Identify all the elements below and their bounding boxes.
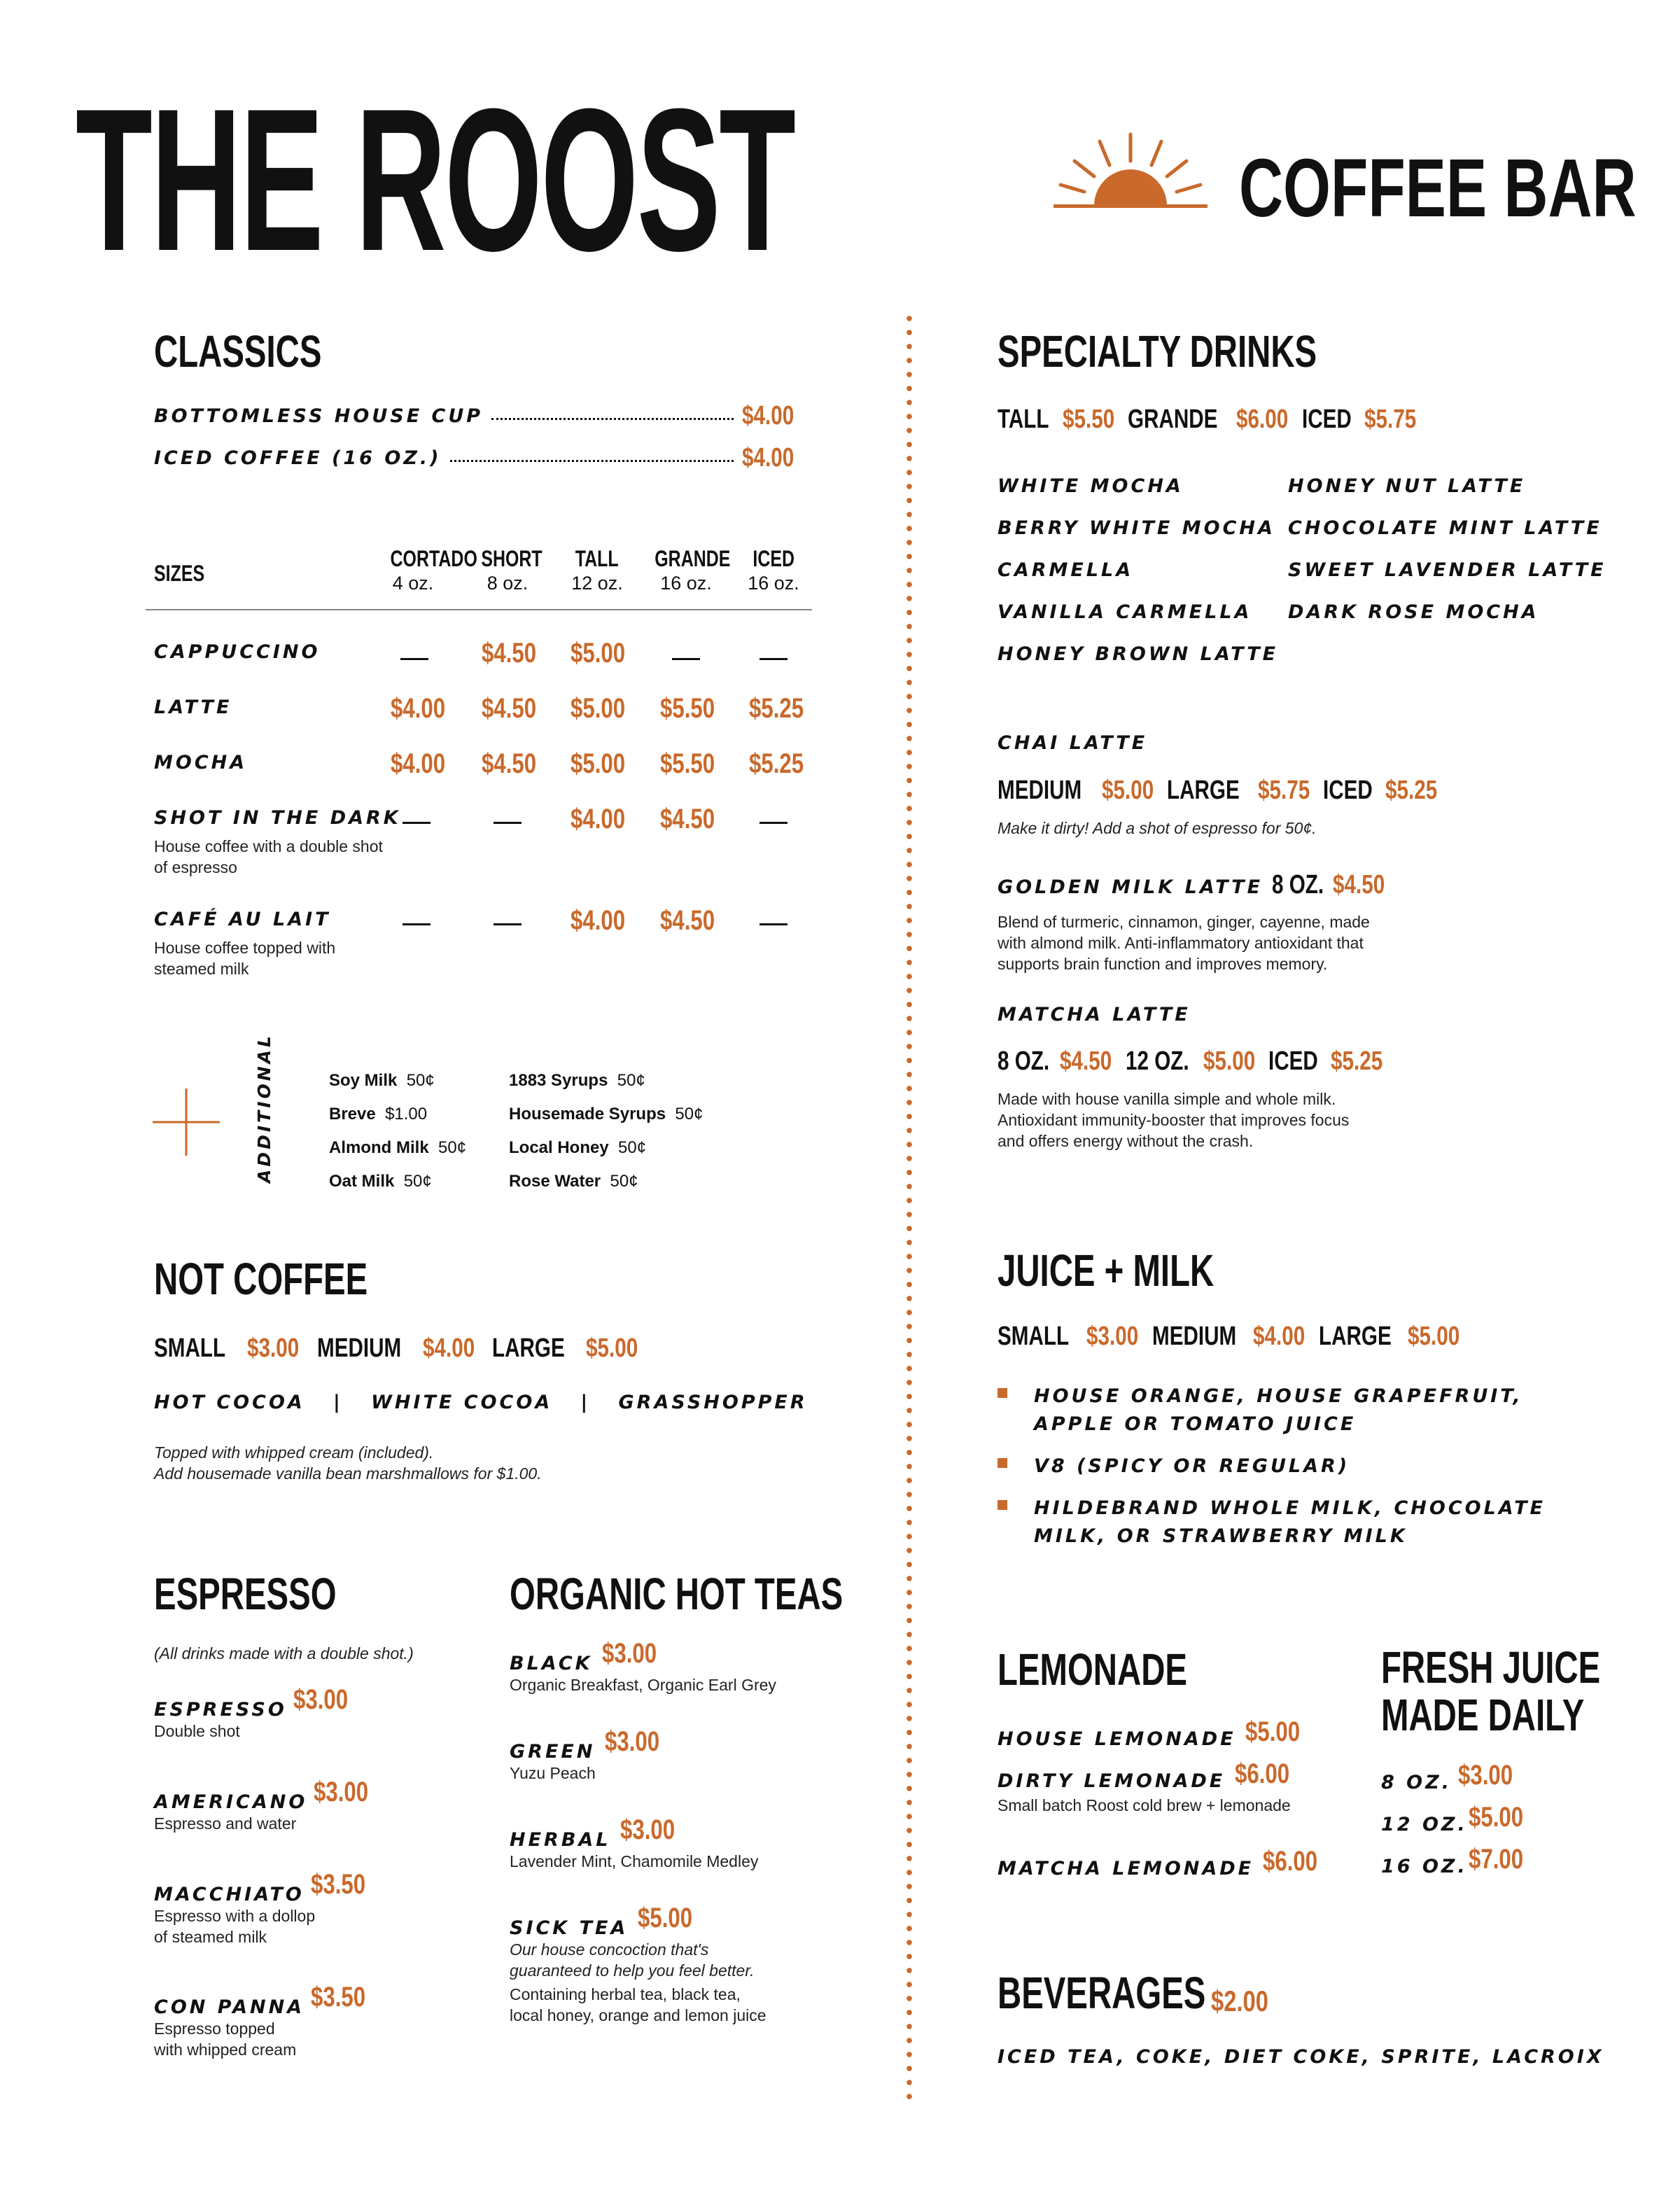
teas-title: ORGANIC HOT TEAS — [510, 1569, 844, 1619]
not-coffee-note: Topped with whipped cream (included). Add housemade vanilla bean marshmallows for $1.00. — [154, 1443, 542, 1483]
beverages-items: ICED TEA, COKE, DIET COKE, SPRITE, LACROIX — [997, 2046, 1604, 2068]
list-item: V8 (SPICY OR REGULAR) — [997, 1452, 1546, 1480]
matcha-latte-name: MATCHA LATTE — [997, 1004, 1191, 1026]
list-item: HILDEBRAND WHOLE MILK, CHOCOLATE MILK, OR STRAWBERRY MILK — [997, 1494, 1546, 1550]
chai-name: CHAI LATTE — [997, 732, 1148, 754]
item-name: BOTTOMLESS HOUSE CUP — [154, 405, 484, 427]
table-price: $5.00 — [570, 638, 626, 668]
plus-icon — [153, 1088, 220, 1156]
bullet-square-icon — [997, 1388, 1007, 1398]
size-column-header — [562, 547, 632, 594]
specialty-item: HONEY BROWN LATTE — [997, 643, 1279, 665]
espresso-title: ESPRESSO — [154, 1569, 337, 1619]
bullet-square-icon — [997, 1458, 1007, 1468]
specialty-item: CHOCOLATE MINT LATTE — [1288, 517, 1602, 539]
addon-item: Oat Milk 50¢ — [329, 1172, 432, 1191]
lemonade-item: HOUSE LEMONADE $5.00 — [997, 1716, 1301, 1750]
size-name: GRANDE — [654, 546, 731, 571]
unavailable-dash — [493, 822, 522, 824]
unavailable-dash — [672, 658, 700, 660]
chai-sizes: MEDIUM $5.00 LARGE $5.75 ICED $5.25 — [997, 776, 1438, 805]
specialty-item: BERRY WHITE MOCHA — [997, 517, 1275, 539]
addon-item: Breve $1.00 — [329, 1105, 428, 1124]
specialty-item: DARK ROSE MOCHA — [1288, 601, 1539, 623]
size-oz: 4 oz. — [392, 573, 434, 594]
size-name: ICED — [752, 546, 794, 571]
beverages-price: $2.00 — [1211, 1984, 1268, 2017]
size-name: TALL — [575, 546, 619, 571]
classics-item — [154, 444, 798, 471]
fresh-juice-item: 12 OZ.$5.00 — [1381, 1802, 1524, 1835]
drink-name: MOCHA — [154, 752, 248, 774]
table-price: $4.00 — [570, 905, 626, 936]
drink-name: LATTE — [154, 696, 232, 718]
matcha-description: Made with house vanilla simple and whole milk. Antioxidant immunity-booster that improves focus and offers energy without the crash. — [997, 1090, 1350, 1150]
drink-name: CAFÉ AU LAIT — [154, 909, 331, 930]
not-coffee-items: HOT COCOA | WHITE COCOA | GRASSHOPPER — [154, 1392, 808, 1413]
addon-item: Almond Milk 50¢ — [329, 1138, 467, 1157]
table-row — [154, 807, 401, 878]
table-row — [154, 698, 232, 717]
specialty-item: SWEET LAVENDER LATTE — [1288, 559, 1606, 581]
juice-milk-title: JUICE + MILK — [997, 1245, 1214, 1296]
not-coffee-sizes: SMALL $3.00 MEDIUM $4.00 LARGE $5.00 — [154, 1334, 638, 1363]
table-price: $4.50 — [482, 748, 537, 779]
classics-item — [154, 402, 798, 429]
tea-item: BLACK $3.00 Organic Breakfast, Organic Earl Grey — [510, 1638, 776, 1694]
fresh-juice-item: 8 OZ. $3.00 — [1381, 1760, 1513, 1793]
chai-note: Make it dirty! Add a shot of espresso for 50¢. — [997, 819, 1317, 837]
addon-item: Local Honey 50¢ — [509, 1138, 647, 1157]
table-price: $4.00 — [570, 804, 626, 834]
beverages-title: BEVERAGES — [997, 1968, 1206, 2018]
table-price: $4.00 — [391, 748, 446, 779]
drink-name: CAPPUCCINO — [154, 641, 321, 663]
additional-col-2 — [509, 1064, 703, 1198]
table-row — [154, 910, 385, 979]
size-oz: 16 oz. — [748, 573, 799, 594]
table-price: $4.50 — [660, 905, 715, 936]
table-price: $4.00 — [391, 693, 446, 724]
not-coffee-title: NOT COFFEE — [154, 1254, 368, 1304]
specialty-col-1 — [997, 465, 1278, 676]
size-column-header — [738, 547, 808, 594]
specialty-item: VANILLA CARMELLA — [997, 601, 1252, 623]
classics-title: CLASSICS — [154, 326, 322, 377]
drink-description: House coffee with a double shot of espresso — [154, 837, 383, 876]
matcha-sizes: 8 OZ. $4.50 12 OZ. $5.00 ICED $5.25 — [997, 1046, 1383, 1076]
dot-leader — [450, 460, 734, 462]
table-header-rule — [146, 609, 812, 610]
list-item: HOUSE ORANGE, HOUSE GRAPEFRUIT, APPLE OR TOMATO JUICE — [997, 1382, 1546, 1438]
addon-item: Soy Milk 50¢ — [329, 1071, 435, 1090]
fresh-juice-item: 16 OZ.$7.00 — [1381, 1844, 1524, 1877]
unavailable-dash — [760, 923, 788, 925]
unavailable-dash — [760, 658, 788, 660]
addon-item: Rose Water 50¢ — [509, 1172, 638, 1191]
specialty-sizes: TALL $5.50 GRANDE $6.00 ICED $5.75 — [997, 405, 1417, 434]
sun-rising-icon — [1054, 132, 1208, 216]
specialty-col-2 — [1288, 465, 1606, 634]
lemonade-item: DIRTY LEMONADE $6.00 Small batch Roost cold brew + lemonade — [997, 1758, 1291, 1814]
espresso-item: ESPRESSO $3.00 Double shot — [154, 1684, 348, 1740]
size-column-header — [378, 546, 477, 594]
tea-item: GREEN $3.00 Yuzu Peach — [510, 1726, 659, 1782]
item-price: $4.00 — [742, 401, 794, 430]
size-column-header — [472, 547, 542, 594]
golden-milk-latte: GOLDEN MILK LATTE 8 OZ. $4.50 — [997, 870, 1385, 899]
table-row — [154, 643, 320, 662]
specialty-item: CARMELLA — [997, 559, 1134, 581]
espresso-note: (All drinks made with a double shot.) — [154, 1644, 414, 1662]
size-oz: 16 oz. — [660, 573, 712, 594]
table-price: $5.00 — [570, 748, 626, 779]
tea-item: SICK TEA $5.00 Our house concoction that's guaranteed to help you feel better. Containing herbal tea, black tea, local honey, orange and lemon juice — [510, 1903, 766, 2024]
tea-item: HERBAL $3.00 Lavender Mint, Chamomile Medley — [510, 1814, 759, 1870]
item-price: $4.00 — [742, 443, 794, 472]
size-oz: 12 oz. — [571, 573, 623, 594]
subtitle-coffee-bar: COFFEE BAR — [1239, 142, 1637, 234]
specialty-title: SPECIALTY DRINKS — [997, 326, 1317, 377]
drink-name: SHOT IN THE DARK — [154, 807, 401, 829]
table-price: $4.50 — [660, 804, 715, 834]
specialty-item: WHITE MOCHA — [997, 475, 1184, 497]
unavailable-dash — [493, 923, 522, 925]
bullet-square-icon — [997, 1500, 1007, 1510]
size-name: SHORT — [481, 546, 542, 571]
table-row — [154, 753, 247, 772]
table-price: $5.25 — [749, 748, 804, 779]
dot-leader — [491, 418, 734, 420]
espresso-item: MACCHIATO $3.50 Espresso with a dollop of steamed milk — [154, 1869, 365, 1946]
juice-milk-list — [997, 1382, 1546, 1550]
lemonade-item: MATCHA LEMONADE $6.00 — [997, 1846, 1318, 1879]
table-price: $5.00 — [570, 693, 626, 724]
lemonade-title: LEMONADE — [997, 1644, 1188, 1695]
table-price: $4.50 — [482, 638, 537, 668]
table-price: $5.25 — [749, 693, 804, 724]
fresh-juice-title: FRESH JUICE MADE DAILY — [1381, 1642, 1601, 1740]
table-price: $5.50 — [660, 748, 715, 779]
specialty-item: HONEY NUT LATTE — [1288, 475, 1526, 497]
juice-milk-sizes: SMALL $3.00 MEDIUM $4.00 LARGE $5.00 — [997, 1322, 1460, 1351]
addon-item: 1883 Syrups 50¢ — [509, 1071, 645, 1090]
additional-col-1 — [329, 1064, 466, 1198]
unavailable-dash — [402, 923, 430, 925]
addon-item: Housemade Syrups 50¢ — [509, 1105, 704, 1124]
unavailable-dash — [760, 822, 788, 824]
brand-title: THE ROOST — [76, 66, 794, 293]
additional-label: ADDITIONAL — [254, 1033, 274, 1183]
size-oz: 8 oz. — [486, 573, 528, 594]
size-name: CORTADO — [390, 546, 477, 571]
size-column-header — [644, 546, 731, 594]
drink-description: House coffee topped with steamed milk — [154, 939, 336, 978]
sizes-label: SIZES — [154, 561, 205, 586]
unavailable-dash — [400, 658, 428, 660]
table-price: $5.50 — [660, 693, 715, 724]
espresso-item: AMERICANO $3.00 Espresso and water — [154, 1777, 369, 1833]
golden-milk-description: Blend of turmeric, cinnamon, ginger, cayenne, made with almond milk. Anti-inflammatory antioxidant that supports brain function and improves memory. — [997, 913, 1370, 973]
table-price: $4.50 — [482, 693, 537, 724]
column-divider — [906, 312, 912, 2104]
espresso-item: CON PANNA $3.50 Espresso topped with whipped cream — [154, 1982, 366, 2059]
item-name: ICED COFFEE (16 OZ.) — [154, 447, 442, 469]
unavailable-dash — [402, 822, 430, 824]
